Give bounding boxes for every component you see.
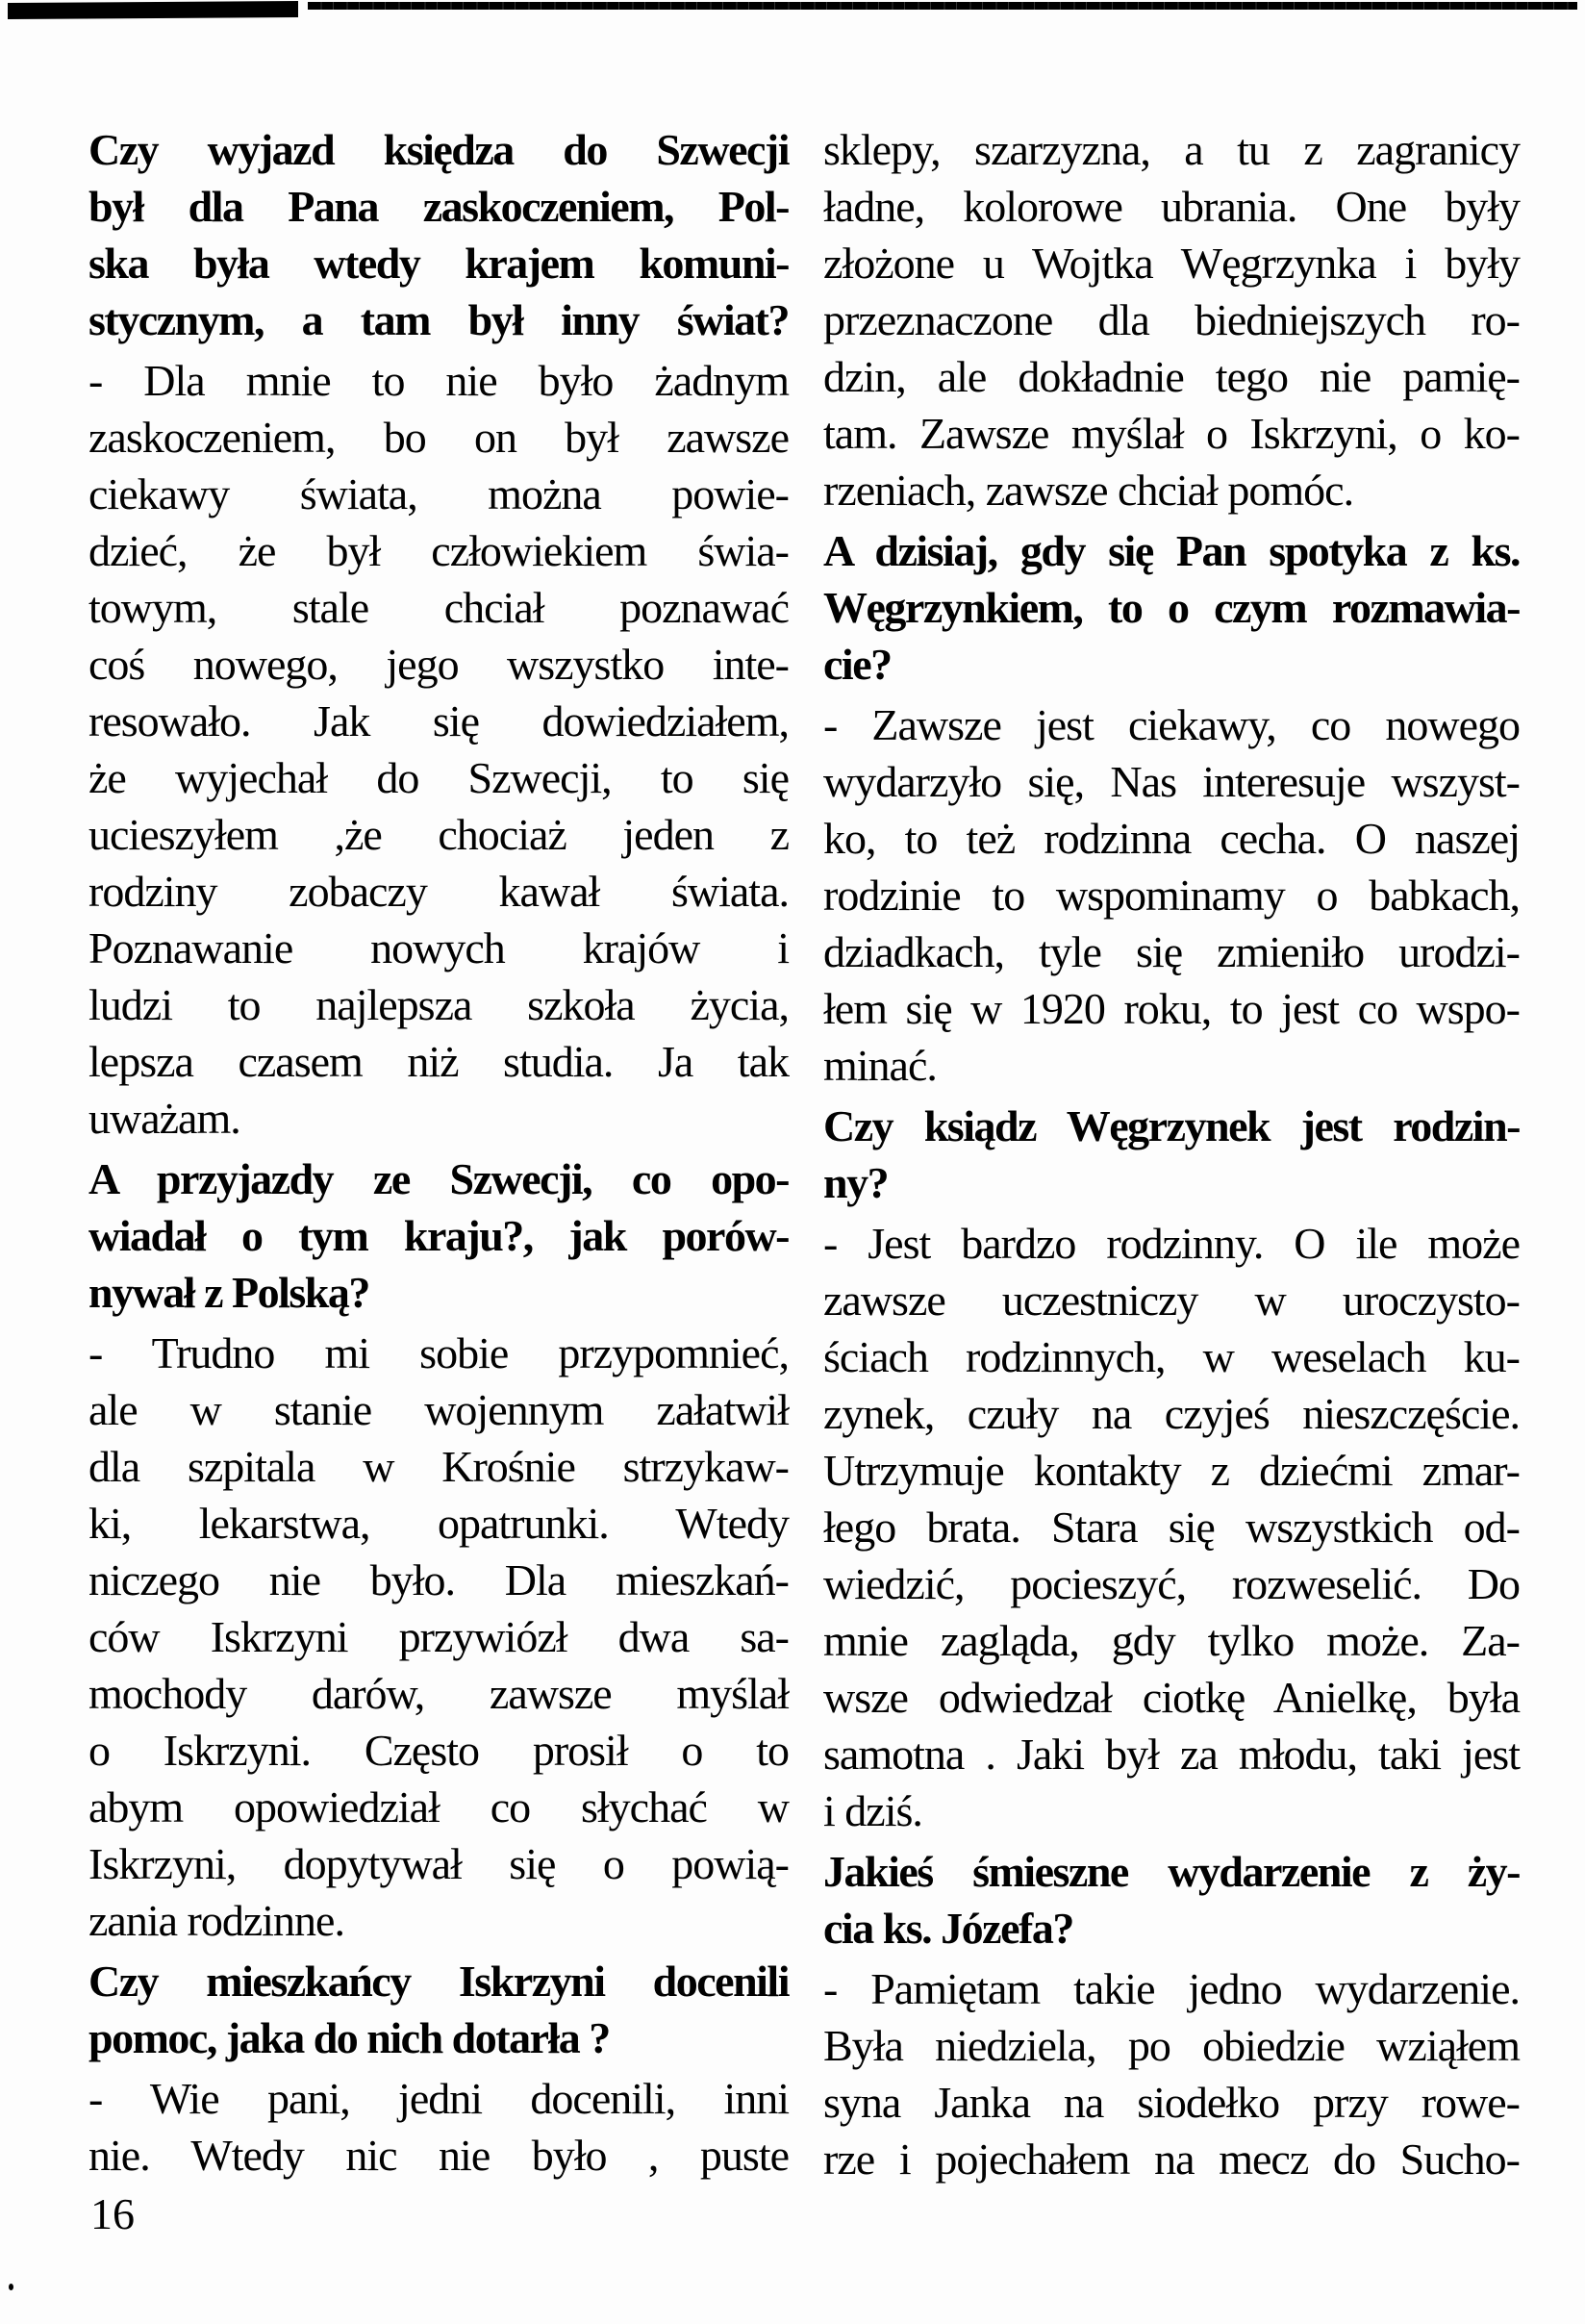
text-line: rzeniach, zawsze chciał pomóc.: [823, 466, 1354, 515]
text-line: lepsza czasem niż studia. Ja tak: [88, 1037, 789, 1086]
text-line: syna Janka na siodełko przy rowe-: [823, 2078, 1520, 2127]
text-line: zynek, czuły na czyjeś nieszczęście.: [823, 1389, 1520, 1438]
text-line: - Zawsze jest ciekawy, co nowego: [823, 700, 1520, 749]
text-line: ładne, kolorowe ubrania. One były: [823, 182, 1520, 231]
text-line: Utrzymuje kontakty z dziećmi zmar-: [823, 1446, 1520, 1495]
text-line: wiedzić, pocieszyć, rozweselić. Do: [823, 1559, 1520, 1608]
text-line: rze i pojechałem na mecz do Sucho-: [823, 2135, 1520, 2184]
text-line: tam. Zawsze myślał o Iskrzyni, o ko-: [823, 409, 1520, 458]
text-line: - Jest bardzo rodzinny. O ile może: [823, 1219, 1520, 1268]
text-line: ców Iskrzyni przywiózł dwa sa-: [88, 1612, 789, 1661]
text-line: Jakieś śmieszne wydarzenie z ży-: [823, 1847, 1520, 1896]
text-line: nie. Wtedy nic nie było , puste: [88, 2131, 789, 2180]
text-line: ściach rodzinnych, w weselach ku-: [823, 1332, 1520, 1381]
text-line: był dla Pana zaskoczeniem, Pol-: [88, 182, 789, 231]
text-line: Czy mieszkańcy Iskrzyni docenili: [88, 1957, 789, 2006]
text-line: wiadał o tym kraju?, jak porów-: [88, 1211, 789, 1260]
text-line: przeznaczone dla biedniejszych ro-: [823, 295, 1520, 344]
text-line: ciekawy świata, można powie-: [88, 469, 789, 518]
text-line: rodziny zobaczy kawał świata.: [88, 867, 789, 916]
text-line: zaskoczeniem, bo on był zawsze: [88, 413, 789, 462]
text-line: ale w stanie wojennym załatwił: [88, 1385, 789, 1434]
text-line: ucieszyłem ,że chociaż jeden z: [88, 810, 789, 859]
text-line: - Pamiętam takie jedno wydarzenie.: [823, 1964, 1520, 2013]
text-line: dla szpitala w Krośnie strzykaw-: [88, 1442, 789, 1491]
text-line: - Wie pani, jedni docenili, inni: [88, 2074, 789, 2123]
text-line: coś nowego, jego wszystko inte-: [88, 640, 789, 689]
text-line: - Trudno mi sobie przypomnieć,: [88, 1328, 789, 1377]
scan-artifact-thick-bar: [8, 1, 298, 19]
text-line: ska była wtedy krajem komuni-: [88, 239, 789, 288]
text-line: towym, stale chciał poznawać: [88, 583, 789, 632]
text-line: sklepy, szarzyzna, a tu z zagranicy: [823, 125, 1520, 174]
text-line: - Dla mnie to nie było żadnym: [88, 356, 789, 405]
text-line: A dzisiaj, gdy się Pan spotyka z ks.: [823, 526, 1520, 575]
text-line: Czy ksiądz Węgrzynek jest rodzin-: [823, 1101, 1520, 1150]
text-line: wsze odwiedzał ciotkę Anielkę, była: [823, 1673, 1520, 1722]
text-line: samotna . Jaki był za młodu, taki jest: [823, 1730, 1520, 1779]
scan-speck: [9, 2284, 13, 2290]
text-line: cie?: [823, 640, 892, 689]
text-line: Czy wyjazd księdza do Szwecji: [88, 125, 789, 174]
text-line: o Iskrzyni. Często prosił o to: [88, 1726, 789, 1775]
text-line: złożone u Wojtka Węgrzynka i były: [823, 239, 1520, 288]
text-line: Iskrzyni, dopytywał się o powią-: [88, 1839, 789, 1888]
text-line: ludzi to najlepsza szkoła życia,: [88, 980, 789, 1029]
text-line: Poznawanie nowych krajów i: [88, 923, 789, 973]
text-line: łem się w 1920 roku, to jest co wspo-: [823, 984, 1520, 1033]
text-line: łego brata. Stara się wszystkich od-: [823, 1503, 1520, 1552]
text-line: wydarzyło się, Nas interesuje wszyst-: [823, 757, 1520, 806]
text-line: dzin, ale dokładnie tego nie pamię-: [823, 352, 1520, 401]
left-column: [88, 121, 789, 2184]
text-line: ny?: [823, 1158, 889, 1207]
text-line: nywał z Polską?: [88, 1268, 369, 1317]
text-line: dziadkach, tyle się zmieniło urodzi-: [823, 927, 1520, 976]
text-line: zania rodzinne.: [88, 1896, 344, 1945]
text-line: mnie zagląda, gdy tylko może. Za-: [823, 1616, 1520, 1665]
text-line: rodzinie to wspominamy o babkach,: [823, 871, 1520, 920]
text-line: ko, to też rodzinna cecha. O naszej: [823, 814, 1520, 863]
text-line: dzieć, że był człowiekiem świa-: [88, 526, 789, 575]
page-number: 16: [90, 2189, 135, 2238]
text-line: że wyjechał do Szwecji, to się: [88, 753, 789, 802]
scan-artifact-thin-line: [308, 2, 1577, 10]
text-line: minać.: [823, 1041, 937, 1090]
text-line: cia ks. Józefa?: [823, 1904, 1073, 1953]
text-line: pomoc, jaka do nich dotarła ?: [88, 2013, 610, 2062]
text-line: resowało. Jak się dowiedziałem,: [88, 696, 789, 745]
text-line: uważam.: [88, 1094, 240, 1143]
right-column: [823, 121, 1520, 2187]
text-line: mochody darów, zawsze myślał: [88, 1669, 789, 1718]
text-line: Była niedziela, po obiedzie wziąłem: [823, 2021, 1520, 2070]
text-line: A przyjazdy ze Szwecji, co opo-: [88, 1154, 789, 1203]
text-line: Węgrzynkiem, to o czym rozmawia-: [823, 583, 1520, 632]
text-line: ki, lekarstwa, opatrunki. Wtedy: [88, 1499, 789, 1548]
text-line: abym opowiedział co słychać w: [88, 1782, 789, 1831]
text-line: niczego nie było. Dla mieszkań-: [88, 1555, 789, 1604]
text-line: zawsze uczestniczy w uroczysto-: [823, 1276, 1520, 1325]
text-line: i dziś.: [823, 1786, 922, 1835]
text-line: stycznym, a tam był inny świat?: [88, 295, 789, 344]
